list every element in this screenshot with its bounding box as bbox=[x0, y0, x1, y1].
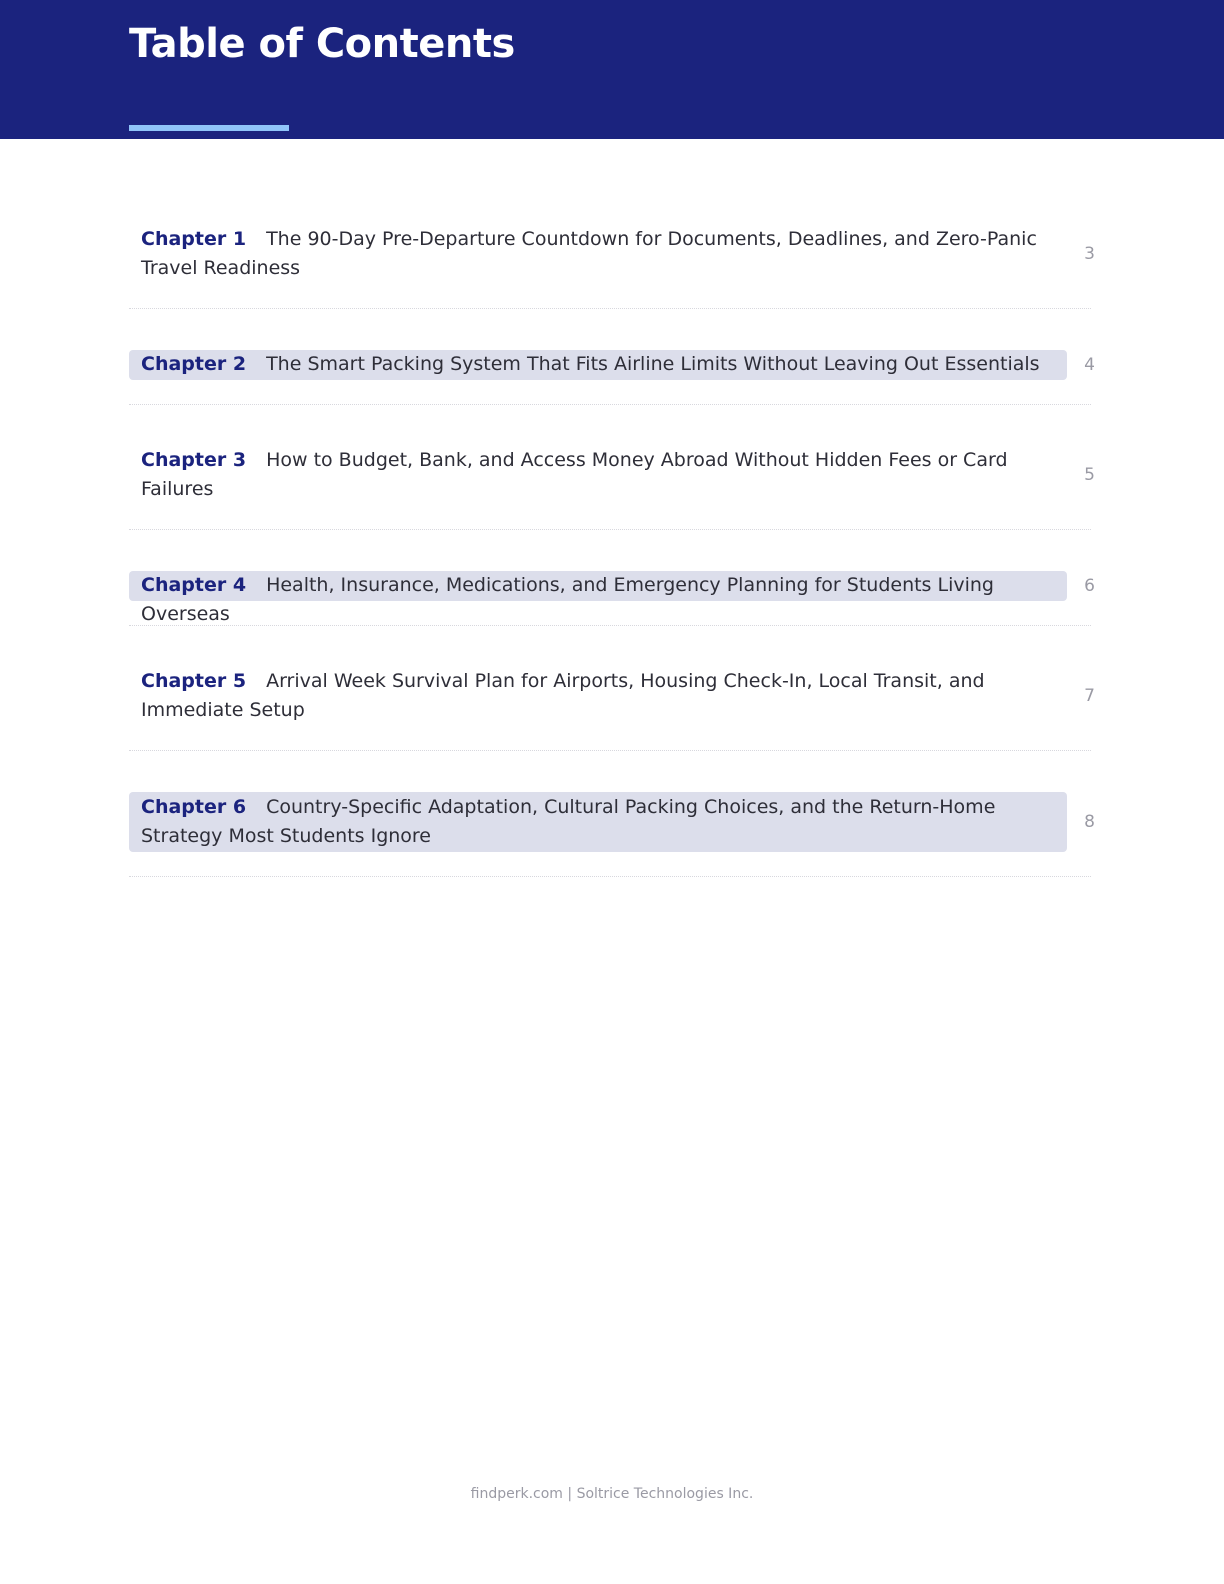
entry-divider bbox=[129, 529, 1091, 530]
chapter-title: Health, Insurance, Medications, and Emergency Planning for Students Living Overseas bbox=[141, 574, 994, 625]
entry-divider bbox=[129, 404, 1091, 405]
page-number[interactable]: 5 bbox=[1084, 465, 1095, 485]
chapter-label: Chapter 5 bbox=[141, 670, 247, 692]
toc-entry-text[interactable] bbox=[129, 792, 1067, 852]
toc-entry-text[interactable] bbox=[129, 446, 1067, 504]
entry-divider bbox=[129, 750, 1091, 751]
page-number[interactable]: 8 bbox=[1084, 812, 1095, 832]
chapter-label: Chapter 2 bbox=[141, 353, 247, 375]
page-number[interactable]: 6 bbox=[1084, 576, 1095, 596]
page-number[interactable]: 7 bbox=[1084, 686, 1095, 706]
chapter-label: Chapter 6 bbox=[141, 796, 247, 818]
entry-divider bbox=[129, 625, 1091, 626]
page-number[interactable]: 4 bbox=[1084, 355, 1095, 375]
chapter-title: Country-Specific Adaptation, Cultural Packing Choices, and the Return-Home Strategy Most Students Ignore bbox=[141, 796, 996, 847]
chapter-title: Arrival Week Survival Plan for Airports, Housing Check-In, Local Transit, and Immediate Setup bbox=[141, 670, 985, 721]
page-number[interactable]: 3 bbox=[1084, 244, 1095, 264]
title-accent-bar bbox=[129, 125, 289, 131]
chapter-label: Chapter 4 bbox=[141, 574, 247, 596]
toc-entry-text[interactable] bbox=[129, 225, 1067, 283]
entry-divider bbox=[129, 308, 1091, 309]
page-footer: findperk.com | Soltrice Technologies Inc. bbox=[470, 1486, 754, 1502]
chapter-title: The Smart Packing System That Fits Airline Limits Without Leaving Out Essentials bbox=[266, 353, 1040, 375]
entry-divider bbox=[129, 876, 1091, 877]
chapter-title: The 90-Day Pre-Departure Countdown for Documents, Deadlines, and Zero-Panic Travel Readiness bbox=[141, 228, 1037, 279]
page-header bbox=[0, 0, 1224, 139]
toc-entry-text[interactable] bbox=[129, 350, 1067, 380]
toc-entry-text[interactable] bbox=[129, 667, 1067, 725]
page-title: Table of Contents bbox=[129, 21, 515, 67]
chapter-title: How to Budget, Bank, and Access Money Abroad Without Hidden Fees or Card Failures bbox=[141, 449, 1008, 500]
chapter-label: Chapter 1 bbox=[141, 228, 247, 250]
chapter-label: Chapter 3 bbox=[141, 449, 247, 471]
toc-entry-text[interactable] bbox=[129, 571, 1067, 625]
